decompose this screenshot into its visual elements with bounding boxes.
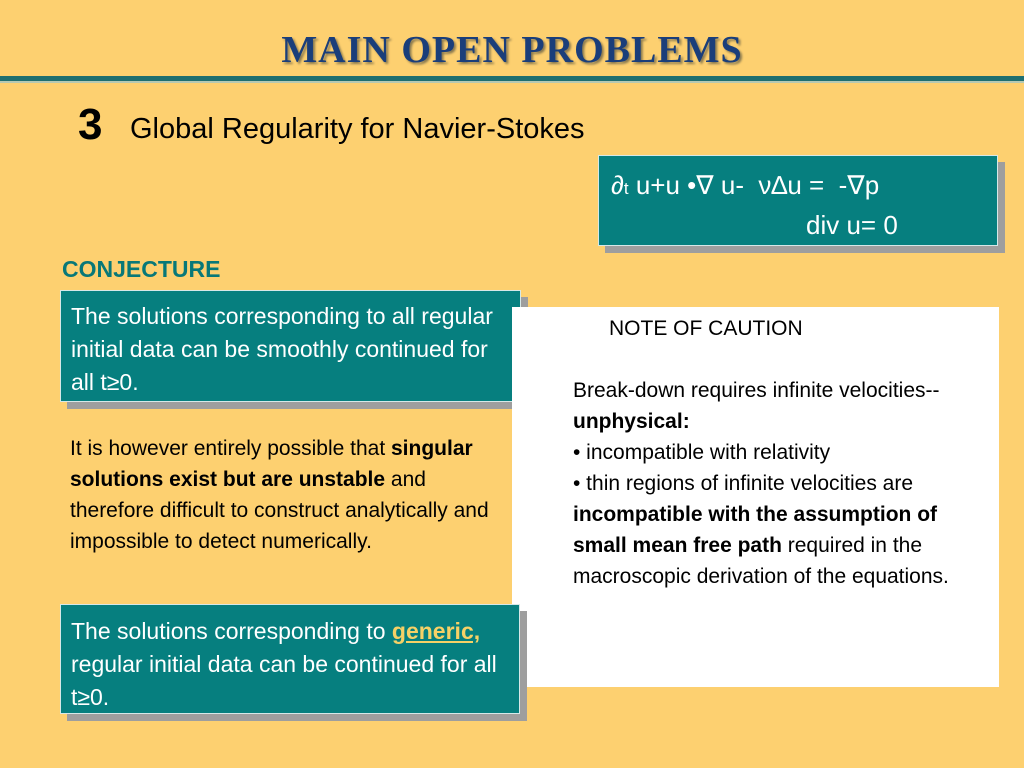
conjecture-box [60, 290, 521, 402]
caution-bullet-2 [573, 468, 983, 592]
title-divider [0, 76, 1024, 83]
generic-text-start: The solutions corresponding to [71, 618, 392, 644]
caution-intro [573, 375, 983, 437]
conjecture-label: CONJECTURE [62, 256, 221, 282]
instability-text-start: It is however entirely possible that [70, 437, 391, 460]
instability-text-end: and therefore difficult to construct analytically and impossible to detect numerically. [70, 468, 489, 553]
caution-bullet-2-bold: incompatible with the assumption of small mean free path [573, 503, 938, 557]
conjecture-text: The solutions corresponding to all regular initial data can be smoothly continued for all t≥0. [71, 303, 493, 395]
generic-text-end: regular initial data can be continued for all t≥0. [71, 651, 497, 710]
caution-bullet-2-end: required in the macroscopic derivation of the equations. [573, 534, 949, 588]
caution-intro-text: Break-down requires infinite velocities-- [573, 379, 940, 402]
caution-unphysical: unphysical: [573, 410, 690, 433]
section-title: Global Regularity for Navier-Stokes [130, 113, 585, 145]
time-subscript: t [623, 179, 629, 198]
slide-title: MAIN OPEN PROBLEMS [281, 29, 743, 71]
caution-bullet-2-start: • thin regions of infinite velocities are [573, 472, 914, 495]
generic-box [60, 604, 520, 714]
caution-title: NOTE OF CAUTION [609, 317, 803, 340]
equation-rest: u+u •∇ u- ν∆u = -∇p [628, 170, 880, 200]
section-number: 3 [78, 100, 103, 149]
equation-line-2: div u= 0 [806, 210, 898, 240]
equation-box [598, 155, 998, 246]
partial-symbol: ∂ [611, 170, 624, 200]
instability-paragraph [70, 433, 500, 557]
generic-highlight: generic, [391, 618, 481, 644]
caution-bullet-1: • incompatible with relativity [573, 441, 831, 464]
caution-body [573, 375, 983, 592]
equation-line-1 [611, 170, 879, 201]
instability-bold: singular solutions exist but are unstable [70, 437, 473, 491]
